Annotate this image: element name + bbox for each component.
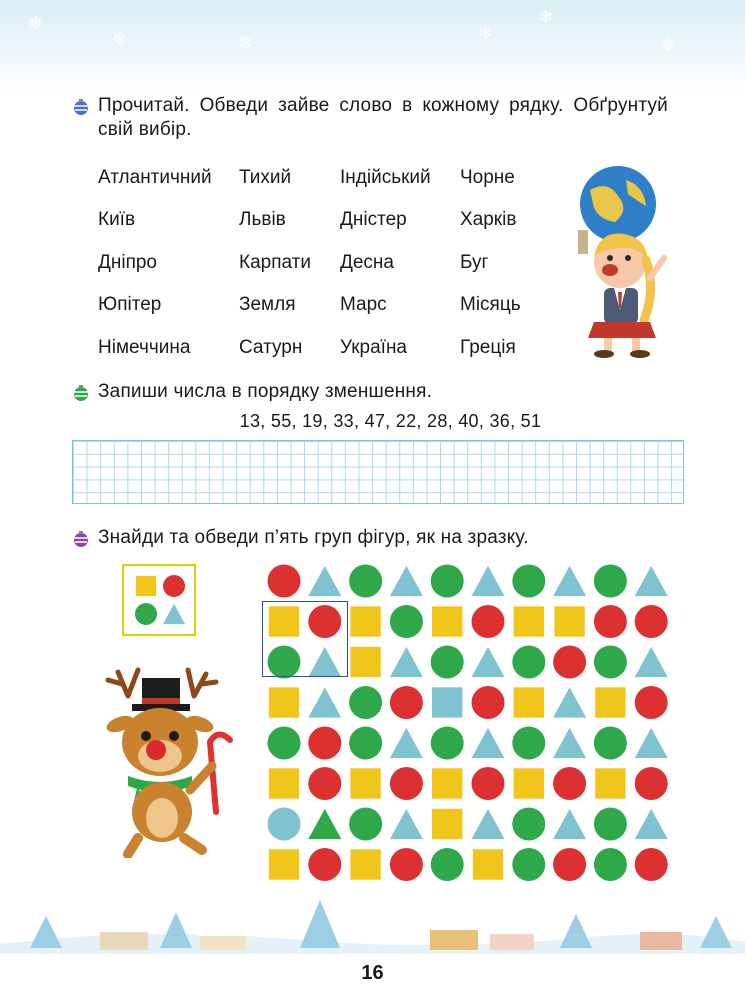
green-circle-shape[interactable] bbox=[594, 565, 627, 598]
red-circle-shape[interactable] bbox=[163, 575, 185, 597]
ornament-icon bbox=[72, 98, 90, 116]
green-circle-shape[interactable] bbox=[349, 727, 382, 760]
winter-village-illustration bbox=[0, 896, 745, 954]
word[interactable]: Сатурн bbox=[239, 337, 303, 358]
snowflake-icon: ❄ bbox=[538, 7, 554, 27]
reindeer-illustration bbox=[98, 662, 240, 858]
snowflake-icon: ❄ bbox=[478, 23, 494, 43]
teal-triangle-shape[interactable] bbox=[163, 604, 185, 624]
yellow-square-shape[interactable] bbox=[514, 768, 544, 798]
red-circle-shape[interactable] bbox=[635, 605, 668, 638]
red-circle-shape[interactable] bbox=[308, 727, 341, 760]
word[interactable]: Буг bbox=[460, 252, 489, 273]
green-circle-shape[interactable] bbox=[349, 808, 382, 841]
task2-instruction-block bbox=[72, 380, 672, 406]
page-number: 16 bbox=[361, 962, 384, 984]
task3-instruction: Знайди та обведи п’ять груп фігур, як на зразку. bbox=[98, 527, 529, 548]
word[interactable]: Місяць bbox=[460, 294, 521, 315]
word[interactable]: Львів bbox=[239, 209, 286, 230]
red-circle-shape[interactable] bbox=[553, 646, 586, 679]
red-circle-shape[interactable] bbox=[635, 767, 668, 800]
teal-triangle-shape[interactable] bbox=[553, 809, 586, 839]
teal-triangle-shape[interactable] bbox=[553, 728, 586, 758]
teal-circle-shape[interactable] bbox=[268, 808, 301, 841]
teal-triangle-shape[interactable] bbox=[390, 809, 423, 839]
girl-with-globe-illustration bbox=[560, 160, 670, 360]
yellow-square-shape[interactable] bbox=[514, 687, 544, 717]
word[interactable]: Дністер bbox=[340, 209, 407, 230]
teal-triangle-shape[interactable] bbox=[635, 647, 668, 677]
yellow-square-shape[interactable] bbox=[514, 606, 544, 636]
green-circle-shape[interactable] bbox=[512, 646, 545, 679]
red-circle-shape[interactable] bbox=[390, 767, 423, 800]
green-circle-shape[interactable] bbox=[512, 808, 545, 841]
red-circle-shape[interactable] bbox=[472, 605, 505, 638]
word[interactable]: Греція bbox=[460, 337, 516, 358]
yellow-square-shape[interactable] bbox=[269, 687, 299, 717]
red-circle-shape[interactable] bbox=[308, 848, 341, 881]
teal-triangle-shape[interactable] bbox=[553, 687, 586, 717]
red-circle-shape[interactable] bbox=[472, 686, 505, 719]
red-circle-shape[interactable] bbox=[390, 848, 423, 881]
green-circle-shape[interactable] bbox=[594, 646, 627, 679]
red-circle-shape[interactable] bbox=[390, 686, 423, 719]
word[interactable]: Київ bbox=[98, 209, 136, 230]
example-group-highlight bbox=[262, 601, 348, 677]
task3-instruction-block bbox=[72, 526, 672, 552]
word[interactable]: Земля bbox=[239, 294, 296, 315]
word[interactable]: Десна bbox=[340, 252, 394, 273]
teal-triangle-shape[interactable] bbox=[390, 647, 423, 677]
word[interactable]: Юпітер bbox=[98, 294, 162, 315]
red-circle-shape[interactable] bbox=[472, 767, 505, 800]
green-circle-shape[interactable] bbox=[135, 603, 157, 625]
yellow-square-shape[interactable] bbox=[432, 768, 462, 798]
green-circle-shape[interactable] bbox=[594, 808, 627, 841]
green-triangle-shape[interactable] bbox=[308, 809, 341, 839]
yellow-square-shape[interactable] bbox=[473, 849, 503, 879]
word[interactable]: Марс bbox=[340, 294, 387, 315]
top-snow-band bbox=[0, 0, 745, 92]
green-circle-shape[interactable] bbox=[431, 565, 464, 598]
word[interactable]: Тихий bbox=[239, 167, 292, 188]
ornament-icon bbox=[72, 530, 90, 548]
green-circle-shape[interactable] bbox=[390, 605, 423, 638]
number-sequence: 13, 55, 19, 33, 47, 22, 28, 40, 36, 51 bbox=[239, 411, 542, 431]
teal-triangle-shape[interactable] bbox=[635, 728, 668, 758]
red-circle-shape[interactable] bbox=[308, 767, 341, 800]
teal-square-shape[interactable] bbox=[432, 687, 462, 717]
yellow-square-shape[interactable] bbox=[595, 768, 625, 798]
teal-triangle-shape[interactable] bbox=[308, 687, 341, 717]
teal-triangle-shape[interactable] bbox=[308, 566, 341, 596]
word[interactable]: Індійський bbox=[340, 167, 431, 188]
task1-instruction: Прочитай. Обведи зайве слово в кожному рядку. Обґрунтуй свій вибір. bbox=[98, 95, 668, 140]
red-circle-shape[interactable] bbox=[553, 848, 586, 881]
word[interactable]: Карпати bbox=[239, 252, 311, 273]
word[interactable]: Україна bbox=[340, 337, 408, 358]
red-circle-shape[interactable] bbox=[268, 565, 301, 598]
teal-triangle-shape[interactable] bbox=[390, 728, 423, 758]
snowflake-icon: ❄ bbox=[112, 29, 128, 49]
word[interactable]: Дніпро bbox=[98, 252, 158, 273]
teal-triangle-shape[interactable] bbox=[472, 809, 505, 839]
snowflake-icon: ❄ bbox=[238, 33, 254, 53]
teal-triangle-shape[interactable] bbox=[472, 566, 505, 596]
teal-triangle-shape[interactable] bbox=[472, 728, 505, 758]
yellow-square-shape[interactable] bbox=[350, 647, 380, 677]
green-circle-shape[interactable] bbox=[349, 686, 382, 719]
word[interactable]: Харків bbox=[460, 209, 517, 230]
yellow-square-shape[interactable] bbox=[432, 809, 462, 839]
green-circle-shape[interactable] bbox=[431, 646, 464, 679]
red-circle-shape[interactable] bbox=[635, 686, 668, 719]
yellow-square-shape[interactable] bbox=[595, 687, 625, 717]
green-circle-shape[interactable] bbox=[349, 565, 382, 598]
green-circle-shape[interactable] bbox=[512, 727, 545, 760]
green-circle-shape[interactable] bbox=[431, 848, 464, 881]
teal-triangle-shape[interactable] bbox=[635, 809, 668, 839]
red-circle-shape[interactable] bbox=[635, 848, 668, 881]
yellow-square-shape[interactable] bbox=[554, 606, 584, 636]
task2-instruction: Запиши числа в порядку зменшення. bbox=[98, 381, 433, 402]
red-circle-shape[interactable] bbox=[553, 767, 586, 800]
snowflake-icon: ❄ bbox=[660, 35, 676, 55]
yellow-square-shape[interactable] bbox=[136, 576, 156, 596]
teal-triangle-shape[interactable] bbox=[635, 566, 668, 596]
green-circle-shape[interactable] bbox=[268, 727, 301, 760]
green-circle-shape[interactable] bbox=[594, 848, 627, 881]
yellow-square-shape[interactable] bbox=[350, 849, 380, 879]
sample-pattern-box bbox=[122, 564, 196, 636]
teal-triangle-shape[interactable] bbox=[390, 566, 423, 596]
red-circle-shape[interactable] bbox=[594, 605, 627, 638]
yellow-square-shape[interactable] bbox=[350, 768, 380, 798]
green-circle-shape[interactable] bbox=[431, 727, 464, 760]
yellow-square-shape[interactable] bbox=[269, 849, 299, 879]
teal-triangle-shape[interactable] bbox=[553, 566, 586, 596]
ornament-icon bbox=[72, 384, 90, 402]
yellow-square-shape[interactable] bbox=[432, 606, 462, 636]
task1-instruction-block bbox=[72, 94, 672, 144]
yellow-square-shape[interactable] bbox=[350, 606, 380, 636]
yellow-square-shape[interactable] bbox=[269, 768, 299, 798]
answer-grid[interactable] bbox=[72, 440, 684, 504]
sample-shapes bbox=[124, 566, 194, 634]
word[interactable]: Атлантичний bbox=[98, 167, 212, 188]
teal-triangle-shape[interactable] bbox=[472, 647, 505, 677]
green-circle-shape[interactable] bbox=[512, 565, 545, 598]
word[interactable]: Німеччина bbox=[98, 337, 191, 358]
word[interactable]: Чорне bbox=[460, 167, 515, 188]
green-circle-shape[interactable] bbox=[594, 727, 627, 760]
green-circle-shape[interactable] bbox=[512, 848, 545, 881]
snowflake-icon: ❄ bbox=[28, 13, 44, 33]
